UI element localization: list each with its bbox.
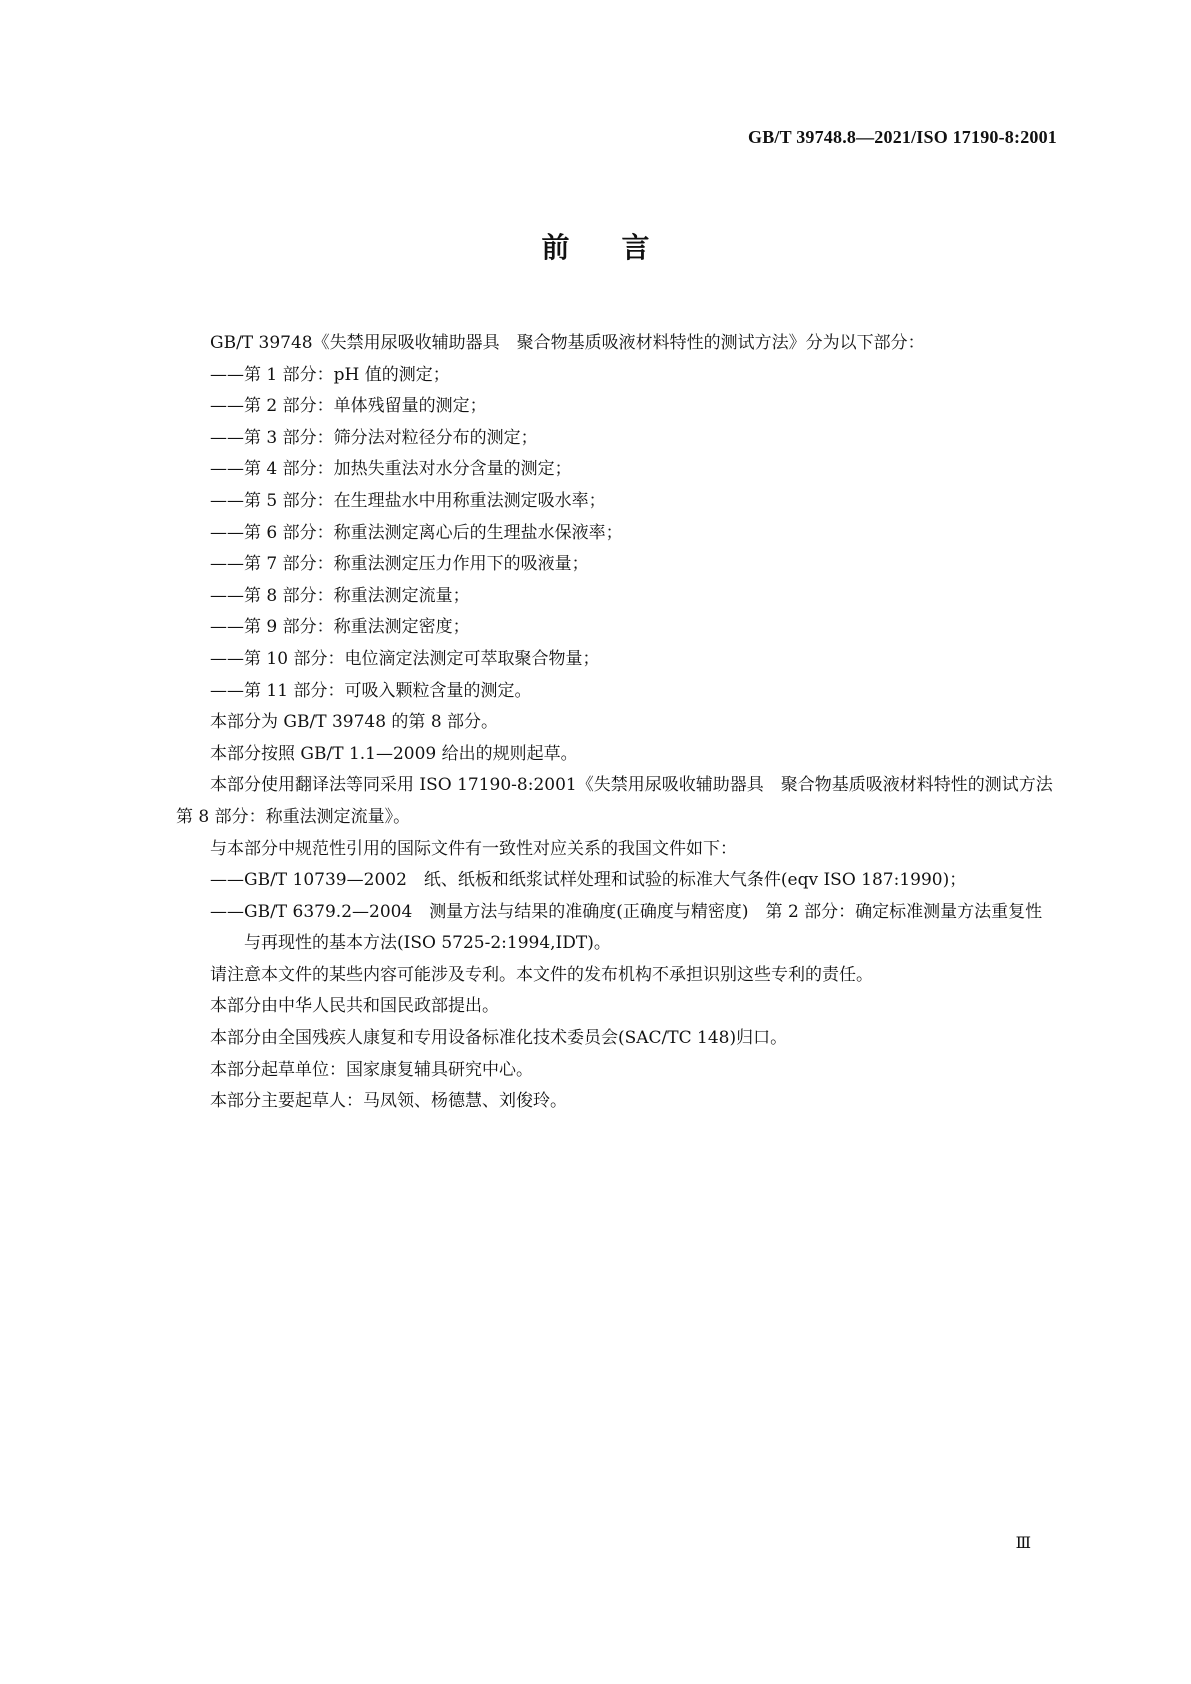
part-statement-paragraph: 本部分为 GB/T 39748 的第 8 部分。 (210, 712, 499, 733)
reference-list-item: ——GB/T 10739—2002 纸、纸板和纸浆试样处理和试验的标准大气条件(eqv ISO 187:1990)； (210, 870, 967, 891)
patent-notice-paragraph: 请注意本文件的某些内容可能涉及专利。本文件的发布机构不承担识别这些专利的责任。 (210, 964, 873, 985)
part-list-item: ——第 11 部分：可吸入颗粒含量的测定。 (210, 680, 532, 701)
part-list-item: ——第 3 部分：筛分法对粒径分布的测定； (210, 427, 538, 448)
intro-paragraph: GB/T 39748《失禁用尿吸收辅助器具 聚合物基质吸液材料特性的测试方法》分为以下部分： (210, 333, 925, 353)
part-list-item: ——第 9 部分：称重法测定密度； (210, 617, 470, 638)
centralized-management-paragraph: 本部分由全国残疾人康复和专用设备标准化技术委员会(SAC/TC 148)归口。 (210, 1028, 788, 1049)
part-list-item: ——第 10 部分：电位滴定法测定可萃取聚合物量； (210, 648, 600, 669)
part-list-item: ——第 5 部分：在生理盐水中用称重法测定吸水率； (210, 490, 606, 511)
part-list-item: ——第 1 部分：pH 值的测定； (210, 364, 450, 385)
references-intro-paragraph: 与本部分中规范性引用的国际文件有一致性对应关系的我国文件如下： (210, 838, 737, 859)
part-list-item: ——第 7 部分：称重法测定压力作用下的吸液量； (210, 554, 589, 575)
part-list-item: ——第 2 部分：单体残留量的测定； (210, 396, 487, 417)
drafting-unit-paragraph: 本部分起草单位：国家康复辅具研究中心。 (210, 1059, 533, 1080)
proposer-paragraph: 本部分由中华人民共和国民政部提出。 (210, 996, 499, 1017)
part-list-item: ——第 8 部分：称重法测定流量； (210, 585, 470, 606)
page-number: Ⅲ (1015, 1535, 1031, 1552)
title-char-2: 言 (621, 231, 650, 264)
drafting-rules-paragraph: 本部分按照 GB/T 1.1—2009 给出的规则起草。 (210, 743, 578, 764)
foreword-body (176, 328, 1070, 1118)
standard-code-header: GB/T 39748.8—2021/ISO 17190-8:2001 (748, 127, 1057, 147)
part-list-item: ——第 6 部分：称重法测定离心后的生理盐水保液率； (210, 522, 623, 543)
title-char-1: 前 (541, 231, 570, 264)
part-list-item: ——第 4 部分：加热失重法对水分含量的测定； (210, 459, 572, 480)
translation-paragraph: 本部分使用翻译法等同采用 ISO 17190-8:2001《失禁用尿吸收辅助器具 聚合物基质吸液材料特性的测试方法 第 8 部分：称重法测定流量》。 (176, 775, 1070, 827)
reference-list-item: ——GB/T 6379.2—2004 测量方法与结果的准确度(正确度与精密度) 第 2 部分：确定标准测量方法重复性与再现性的基本方法(ISO 5725-2:1994,IDT)。 (210, 901, 1043, 954)
drafters-paragraph: 本部分主要起草人：马凤领、杨德慧、刘俊玲。 (210, 1091, 567, 1112)
page-title (0, 226, 1191, 266)
